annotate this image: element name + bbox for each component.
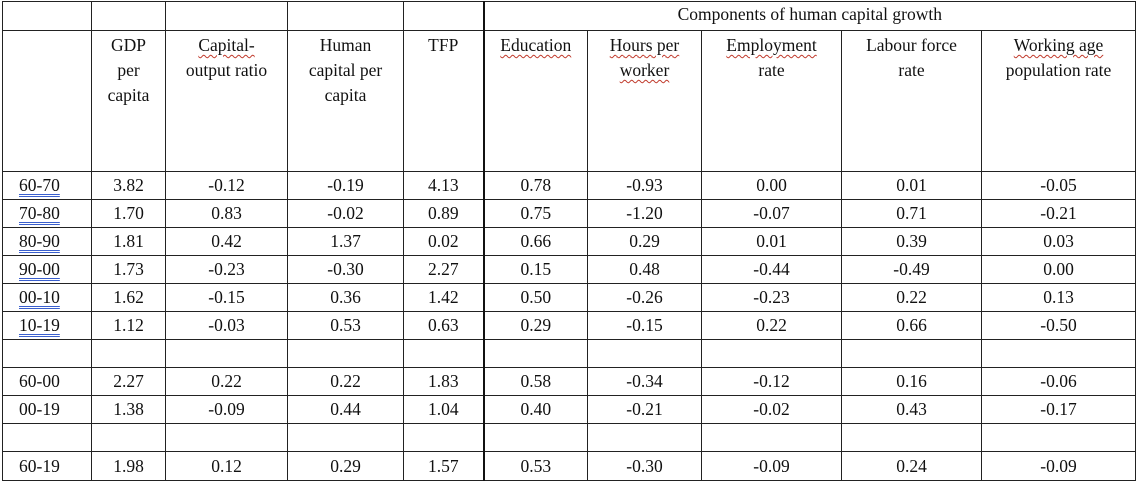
gdp-cell: 2.27 (92, 368, 166, 396)
labour-cell: 0.66 (842, 312, 982, 340)
header-text: output ratio (185, 60, 268, 80)
human-capital-cell: -0.02 (288, 200, 404, 228)
tfp-cell: 0.63 (404, 312, 484, 340)
period-label: 60-70 (19, 175, 60, 195)
gdp-cell: 1.98 (92, 452, 166, 481)
table-row (3, 200, 1136, 228)
spacer-row (3, 340, 1136, 368)
gdp-cell: 1.62 (92, 284, 166, 312)
capital-cell: -0.15 (166, 284, 288, 312)
header-text: rate (758, 60, 785, 80)
empty-cell (982, 424, 1136, 452)
working-age-cell: -0.09 (982, 452, 1136, 481)
employment-cell: -0.07 (702, 200, 842, 228)
human-capital-cell: 0.53 (288, 312, 404, 340)
period-cell (3, 172, 92, 200)
header-period (3, 31, 92, 172)
working-age-cell: 0.13 (982, 284, 1136, 312)
education-cell: 0.50 (484, 284, 588, 312)
table-row (3, 368, 1136, 396)
header-gdp-per-capita (92, 31, 166, 172)
working-age-cell: 0.03 (982, 228, 1136, 256)
labour-cell: 0.43 (842, 396, 982, 424)
empty-cell (484, 424, 588, 452)
empty-header-cell (3, 2, 92, 31)
hours-cell: -1.20 (588, 200, 702, 228)
period-label: 00-10 (19, 287, 60, 307)
period-cell: 00-19 (3, 396, 92, 424)
header-working-age-population-rate (982, 31, 1136, 172)
gdp-cell: 3.82 (92, 172, 166, 200)
working-age-cell: -0.05 (982, 172, 1136, 200)
human-capital-cell: -0.19 (288, 172, 404, 200)
table-row (3, 172, 1136, 200)
header-employment-rate (702, 31, 842, 172)
header-text: Labour force (866, 35, 957, 55)
empty-cell (166, 424, 288, 452)
capital-cell: -0.12 (166, 172, 288, 200)
header-text: Working age (1013, 35, 1104, 55)
education-cell: 0.58 (484, 368, 588, 396)
header-text: rate (898, 60, 925, 80)
header-capital-output-ratio (166, 31, 288, 172)
human-capital-cell: -0.30 (288, 256, 404, 284)
growth-accounting-table (2, 1, 1136, 481)
empty-cell (288, 424, 404, 452)
labour-cell: 0.39 (842, 228, 982, 256)
spacer-row (3, 424, 1136, 452)
working-age-cell: -0.17 (982, 396, 1136, 424)
header-text: per (117, 60, 140, 80)
header-text: population rate (1005, 60, 1112, 80)
empty-cell (166, 340, 288, 368)
education-cell: 0.75 (484, 200, 588, 228)
employment-cell: 0.01 (702, 228, 842, 256)
labour-cell: 0.71 (842, 200, 982, 228)
capital-cell: 0.12 (166, 452, 288, 481)
employment-cell: 0.00 (702, 172, 842, 200)
human-capital-cell: 1.37 (288, 228, 404, 256)
hours-cell: -0.30 (588, 452, 702, 481)
group-header-human-capital: Components of human capital growth (484, 2, 1136, 31)
employment-cell: -0.44 (702, 256, 842, 284)
gdp-cell: 1.12 (92, 312, 166, 340)
header-education (484, 31, 588, 172)
header-hours-per-worker (588, 31, 702, 172)
period-cell (3, 312, 92, 340)
hours-cell: 0.29 (588, 228, 702, 256)
empty-header-cell (166, 2, 288, 31)
header-text: worker (619, 60, 670, 80)
empty-cell (842, 424, 982, 452)
education-cell: 0.53 (484, 452, 588, 481)
table-row (3, 284, 1136, 312)
header-text: Hours per (609, 35, 680, 55)
employment-cell: -0.09 (702, 452, 842, 481)
period-label: 80-90 (19, 231, 60, 251)
capital-cell: 0.22 (166, 368, 288, 396)
education-cell: 0.29 (484, 312, 588, 340)
period-cell (3, 200, 92, 228)
header-text: Human (319, 35, 372, 55)
labour-cell: -0.49 (842, 256, 982, 284)
empty-cell (484, 340, 588, 368)
tfp-cell: 1.83 (404, 368, 484, 396)
hours-cell: -0.15 (588, 312, 702, 340)
header-text: capital per (308, 60, 383, 80)
labour-cell: 0.16 (842, 368, 982, 396)
empty-cell (404, 340, 484, 368)
period-label: 10-19 (19, 315, 60, 335)
working-age-cell: 0.00 (982, 256, 1136, 284)
education-cell: 0.78 (484, 172, 588, 200)
header-tfp: TFP (404, 31, 484, 172)
empty-cell (588, 424, 702, 452)
human-capital-cell: 0.44 (288, 396, 404, 424)
education-cell: 0.40 (484, 396, 588, 424)
period-cell (3, 256, 92, 284)
header-labour-force-rate (842, 31, 982, 172)
hours-cell: -0.34 (588, 368, 702, 396)
empty-header-cell (92, 2, 166, 31)
labour-cell: 0.01 (842, 172, 982, 200)
capital-cell: 0.42 (166, 228, 288, 256)
table-row (3, 312, 1136, 340)
empty-cell (92, 424, 166, 452)
period-cell (3, 284, 92, 312)
header-human-capital-per-capita (288, 31, 404, 172)
working-age-cell: -0.21 (982, 200, 1136, 228)
human-capital-cell: 0.29 (288, 452, 404, 481)
capital-cell: -0.23 (166, 256, 288, 284)
tfp-cell: 1.57 (404, 452, 484, 481)
tfp-cell: 1.42 (404, 284, 484, 312)
education-cell: 0.66 (484, 228, 588, 256)
group-header-row (3, 2, 1136, 31)
education-cell: 0.15 (484, 256, 588, 284)
table-row (3, 228, 1136, 256)
tfp-cell: 2.27 (404, 256, 484, 284)
labour-cell: 0.24 (842, 452, 982, 481)
table-row (3, 256, 1136, 284)
tfp-cell: 4.13 (404, 172, 484, 200)
gdp-cell: 1.70 (92, 200, 166, 228)
empty-cell (3, 340, 92, 368)
working-age-cell: -0.06 (982, 368, 1136, 396)
table-row (3, 396, 1136, 424)
capital-cell: -0.09 (166, 396, 288, 424)
column-header-row (3, 31, 1136, 172)
header-text: capita (107, 85, 150, 105)
period-label: 70-80 (19, 203, 60, 223)
empty-cell (404, 424, 484, 452)
capital-cell: 0.83 (166, 200, 288, 228)
empty-cell (288, 340, 404, 368)
employment-cell: -0.12 (702, 368, 842, 396)
table-row-total (3, 452, 1136, 481)
gdp-cell: 1.81 (92, 228, 166, 256)
employment-cell: -0.23 (702, 284, 842, 312)
empty-header-cell (404, 2, 484, 31)
human-capital-cell: 0.22 (288, 368, 404, 396)
hours-cell: -0.26 (588, 284, 702, 312)
period-cell (3, 228, 92, 256)
labour-cell: 0.22 (842, 284, 982, 312)
tfp-cell: 1.04 (404, 396, 484, 424)
capital-cell: -0.03 (166, 312, 288, 340)
period-cell: 60-19 (3, 452, 92, 481)
header-text: Employment (726, 35, 817, 55)
gdp-cell: 1.38 (92, 396, 166, 424)
employment-cell: -0.02 (702, 396, 842, 424)
empty-header-cell (288, 2, 404, 31)
empty-cell (842, 340, 982, 368)
hours-cell: -0.93 (588, 172, 702, 200)
period-cell: 60-00 (3, 368, 92, 396)
header-text: Capital- (198, 35, 255, 55)
empty-cell (588, 340, 702, 368)
header-text: capita (324, 85, 367, 105)
empty-cell (982, 340, 1136, 368)
header-text: GDP (110, 35, 146, 55)
period-label: 90-00 (19, 259, 60, 279)
tfp-cell: 0.02 (404, 228, 484, 256)
hours-cell: -0.21 (588, 396, 702, 424)
empty-cell (702, 424, 842, 452)
empty-cell (3, 424, 92, 452)
working-age-cell: -0.50 (982, 312, 1136, 340)
employment-cell: 0.22 (702, 312, 842, 340)
header-text: Education (500, 35, 572, 55)
gdp-cell: 1.73 (92, 256, 166, 284)
empty-cell (92, 340, 166, 368)
hours-cell: 0.48 (588, 256, 702, 284)
empty-cell (702, 340, 842, 368)
tfp-cell: 0.89 (404, 200, 484, 228)
human-capital-cell: 0.36 (288, 284, 404, 312)
